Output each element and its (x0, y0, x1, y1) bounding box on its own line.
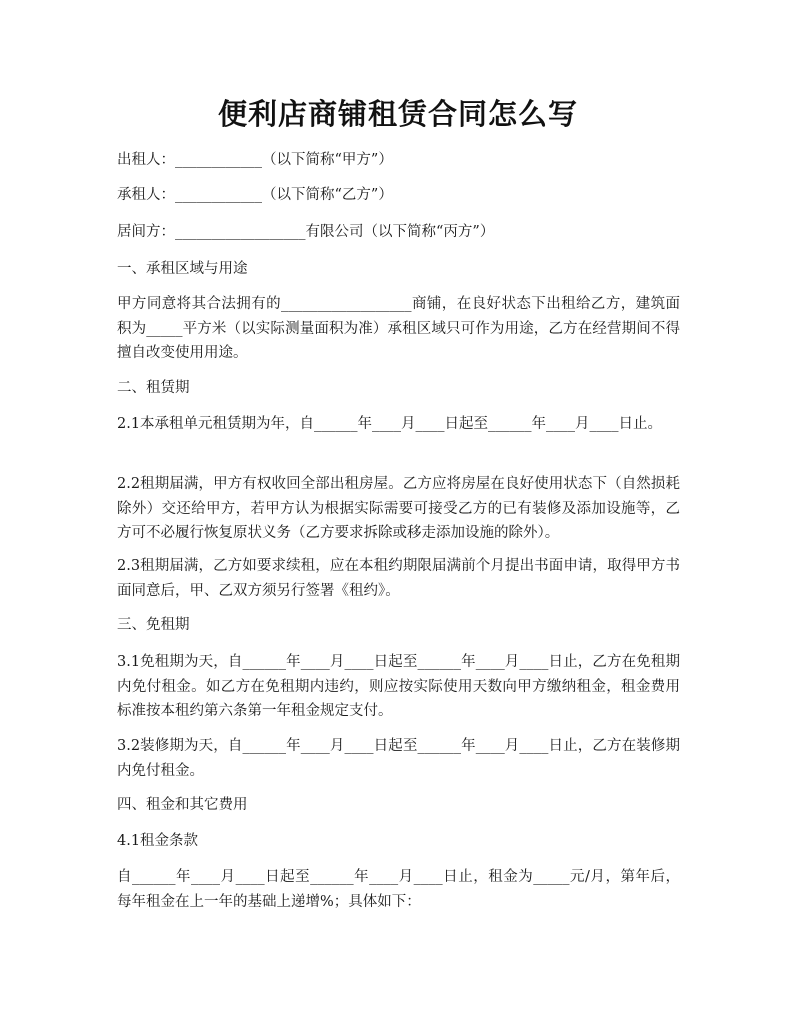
lessor-line: 出租人：____________（以下简称“甲方”） (117, 152, 393, 168)
paragraph-leased-area: 甲方同意将其合法拥有的__________________商铺，在良好状态下出租给乙方，建筑面积为_____平方米（以实际测量面积为准）承租区域只可作为用途，乙方在经营期间不得擅自改变使用用途。 (117, 296, 680, 361)
section-heading-1: 一、承租区域与用途 (117, 261, 248, 277)
paragraph-2-2: 2.2租期届满，甲方有权收回全部出租房屋。乙方应将房屋在良好使用状态下（自然损耗除外）交还给甲方，若甲方认为根据实际需要可接受乙方的已有装修及添加设施等，乙方可不必履行恢复原状义务（乙方要求拆除或移走添加设施的除外）。 (117, 476, 680, 541)
section-heading-3: 三、免租期 (117, 617, 190, 633)
paragraph-2-3: 2.3租期届满，乙方如要求续租，应在本租约期限届满前个月提出书面申请，取得甲方书面同意后，甲、乙双方须另行签署《租约》。 (117, 558, 680, 599)
subheading-4-1: 4.1租金条款 (117, 833, 199, 849)
paragraph-3-1: 3.1免租期为天，自______年____月____日起至______年____月____日止，乙方在免租期内免付租金。如乙方在免租期内违约，则应按实际使用天数向甲方缴纳租金，租金费用标准按本租约第六条第一年租金规定支付。 (117, 654, 680, 719)
lessee-line: 承租人：____________（以下简称“乙方”） (117, 187, 393, 203)
paragraph-4-1: 自______年____月____日起至______年____月____日止，租金为_____元/月，第年后，每年租金在上一年的基础上递增%；具体如下： (117, 869, 680, 910)
paragraph-3-2: 3.2装修期为天，自______年____月____日起至______年____月____日止，乙方在装修期内免付租金。 (117, 738, 680, 779)
section-heading-2: 二、租赁期 (117, 380, 190, 396)
section-heading-4: 四、租金和其它费用 (117, 797, 248, 813)
paragraph-2-1: 2.1本承租单元租赁期为年，自______年____月____日起至______年____月____日止。 (117, 416, 663, 432)
broker-line: 居间方：__________________有限公司（以下简称“丙方”） (117, 224, 495, 240)
document-title: 便利店商铺租赁合同怎么写 (217, 97, 578, 131)
